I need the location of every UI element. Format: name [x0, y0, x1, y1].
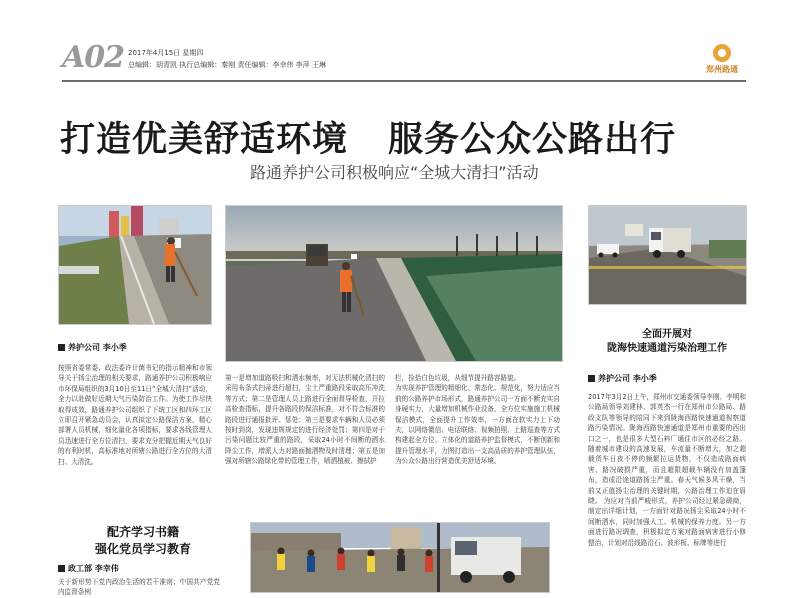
right-byline: 养护公司 李小季 — [588, 373, 657, 384]
square-bullet-icon — [58, 344, 65, 351]
bottom-left-title — [58, 524, 228, 558]
logo-icon — [713, 44, 731, 62]
bottom-left-byline: 政工部 李幸伟 — [58, 563, 119, 574]
right-title-line2: 陇海快速通道污染治理工作 — [607, 343, 727, 354]
left-article-body: 按照省委常委、政法委许计菌书记的指示精神和市领导关于扬尘治理的相关要求，路通养护公司积极响应市环保局组织的3月10日至11日“全城大清扫”活动，全力以赴做好近期大气污染防治工作。为使工作尽快取得成效，路通养护公司组织了下统工区和四环工区立即召开紧急动员会，认真拟定公路保洁方案，精心部署人员机械，细化量化各项指标，要求各线管理人员迅速进行全方位清扫，要求充分把握近期天气良好的有利时机，高标准地对所辖公路进行全方位的大清扫、大清洗。 — [58, 364, 212, 466]
photo-workers-cleaning — [250, 522, 550, 593]
bottom-title-line2: 强化党员学习教育 — [94, 542, 191, 556]
square-bullet-icon — [58, 565, 65, 572]
headline-part2: 服务公众公路出行 — [388, 119, 677, 160]
page-number: A02 — [62, 40, 125, 75]
left-byline: 养护公司 李小季 — [58, 342, 127, 353]
headline-part1: 打造优美舒适环境 — [60, 119, 349, 160]
date-line: 2017年4月15日 星期四 — [128, 49, 204, 57]
logo-text: 郑州路通 — [706, 65, 738, 74]
right-article-title — [588, 328, 746, 356]
middle-article-col1: 第一是增加道路吸扫和洒水频率，对无法机械化清扫的采用布条式扫帚进行超扫，尘土严重路段采取高压冲洗等方式；第二是管理人员上路进行全面督导检查，开拉高检查指标，提升各路段的保洁标准，对不符合标准的路段进行通报批评、惩处；第三是要求车辆和人员必须按时到岗，发现违规规定的进行经济处罚；第四是对于污染问题比较严重的路段，采取24小时不间断的洒水降尘工作，增派人力对路面抛洒物及时清理；第五是加强对所辖公路绿化带的管理工作，喷洒植被、擦拭护 — [225, 374, 385, 466]
bottom-left-body: 关于新形势下党内政治生活的若干准则；中国共产党党内监督条例 — [58, 578, 220, 597]
right-title-line1: 全面开展对 — [642, 329, 692, 340]
headline — [60, 112, 750, 162]
square-bullet-icon — [588, 375, 595, 382]
logo — [700, 44, 744, 80]
middle-article-col2: 栏，捡拾白色垃圾，从细节提升路容路貌。 为实现养护管理的精细化、常态化、规范化，努力适应当前的公路养护市场形式，路通养护公司一方面不断充实自身硬实力，大量增加机械作业设备，全方位实施施工机械保洁模式，全面提升工作效率，一方面在软实力上下功夫，以网络微信、电话联络、视频拍照、上路巡查等方式构建起全方位、立体化的道路养护监督模式，不断创新和提升管理水平，力图打造出一支高品质的养护管理队伍，为公众公路出行营造优美舒适环境。 — [395, 374, 560, 466]
header-divider — [62, 80, 746, 82]
bottom-title-line1: 配齐学习书籍 — [106, 525, 179, 539]
photo-water-truck — [588, 205, 747, 305]
right-article-body: 2017年3月2日上午，郑州市交通委领导李刚、李明和公路局领导刘建林、郭英杰一行在郑州市公路局、路政支队等领导的陪同下来到陇海西路快速通道视察道路污染情况。陇海西路快速通道是郑州市重要的西出口之一，也是很多大型石料厂通往市区的必经之路。随着城市建设的高速发展，车流量不断增大，加之超载货车日夜不停的频繁拉运货物，不仅造成路面病害、路况破损严重，而且超限超载车辆没有加盖篷布，造成沿途道路扬尘严重。春天气候多风干燥，当前又正值扬尘治理的关键时期，公路治理工作迫在眉睫。 为应对当前严峻形式，养护公司经过紧急磋商，制定出详细计划，一方面针对路况扬尘采取24小时不间断洒水，同时加强人工、机械的保养力度。另一方面进行路况调查，积极拟定方案对路面病害进行小修整治，计划对沿线路沿石、波形板、标牌等进行 — [588, 393, 746, 547]
subheadline: 路通养护公司积极响应“全城大清扫”活动 — [250, 163, 539, 182]
photo-roadside-cleaning — [58, 205, 212, 325]
photo-road-sweeping — [225, 205, 563, 362]
staff-line: 总编辑：胡青凯 执行总编辑：秦刚 责任编辑：李幸伟 李萍 王琳 — [128, 61, 326, 69]
